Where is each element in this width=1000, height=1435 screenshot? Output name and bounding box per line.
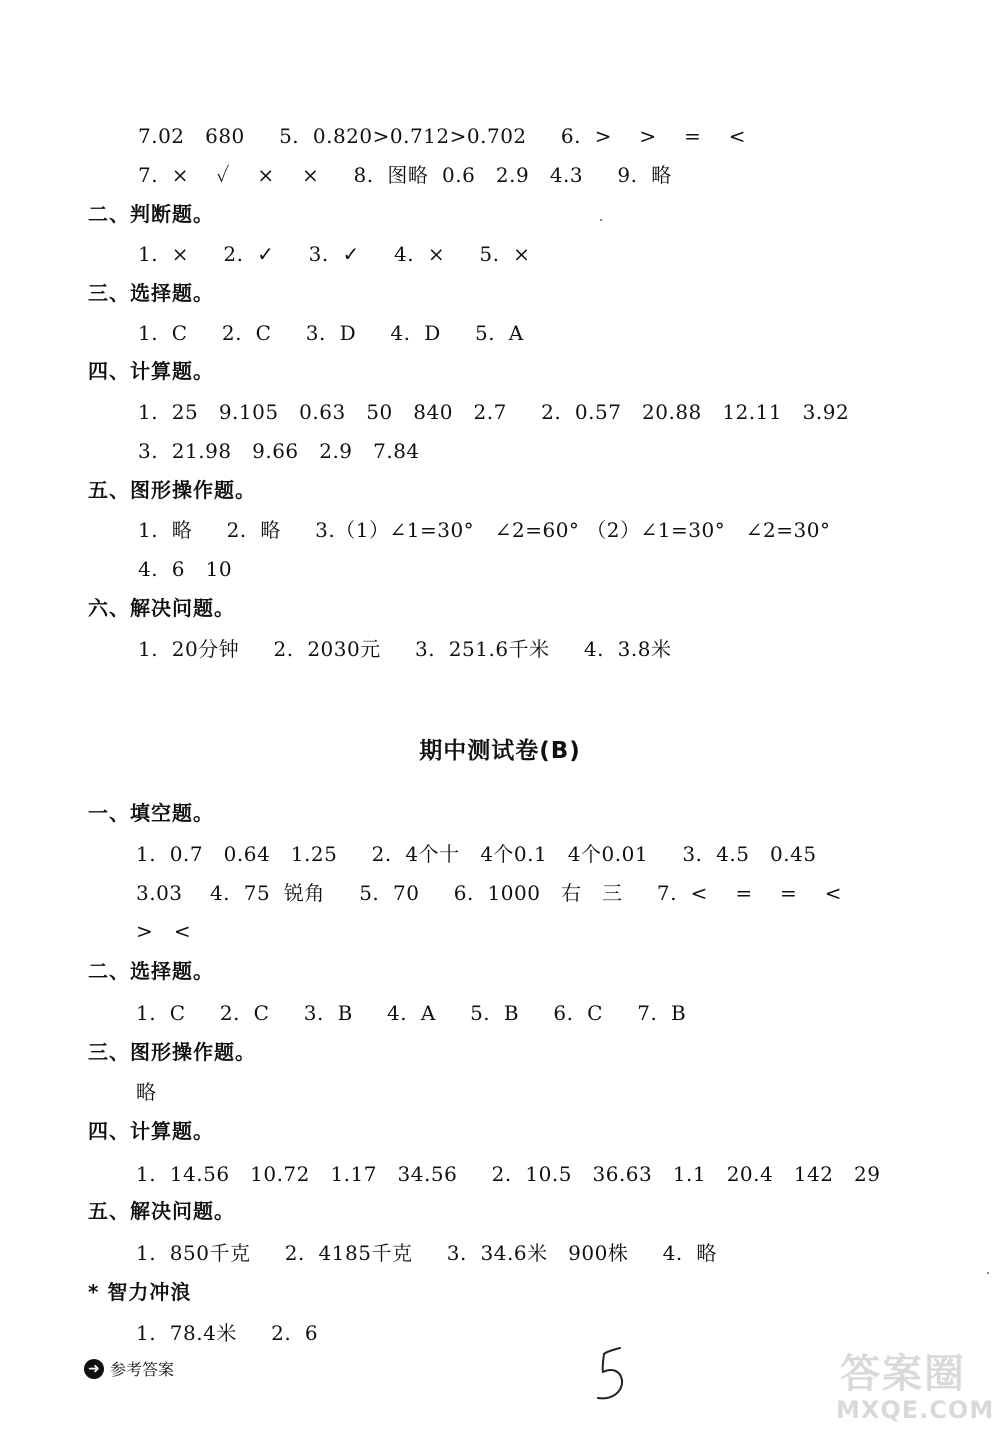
answer-line: 1. C 2. C 3. D 4. D 5. A — [138, 321, 524, 345]
answer-line: 1. × 2. ✓ 3. ✓ 4. × 5. × — [138, 242, 531, 266]
answer-line: 1. 略 2. 略 3.（1）∠1=30° ∠2=60° （2）∠1=30° ∠2=30° — [138, 518, 831, 542]
section-heading: 五、图形操作题。 — [88, 478, 256, 502]
section-heading: 四、计算题。 — [88, 359, 214, 383]
section-heading: 四、计算题。 — [88, 1119, 214, 1143]
footer-label — [84, 1357, 174, 1380]
handwritten-page-number — [590, 1340, 640, 1410]
scan-speck — [987, 1272, 989, 1274]
section-heading: 五、解决问题。 — [88, 1199, 235, 1223]
answer-line: 1. C 2. C 3. B 4. A 5. B 6. C 7. B — [136, 1001, 687, 1025]
answer-line: 7.02 680 5. 0.820>0.712>0.702 6. > > = < — [138, 124, 747, 148]
answer-line: 1. 25 9.105 0.63 50 840 2.7 2. 0.57 20.88 12.11 3.92 — [138, 400, 850, 424]
section-heading: 六、解决问题。 — [88, 596, 235, 620]
section-heading: 三、图形操作题。 — [88, 1040, 256, 1064]
answer-line: 1. 20分钟 2. 2030元 3. 251.6千米 4. 3.8米 — [138, 637, 672, 661]
section-heading: 一、填空题。 — [88, 801, 214, 825]
watermark — [836, 1340, 995, 1430]
section-heading: * 智力冲浪 — [88, 1280, 192, 1304]
answer-line: 3.03 4. 75 锐角 5. 70 6. 1000 右 三 7. < = = < — [136, 881, 842, 905]
section-heading: 三、选择题。 — [88, 281, 214, 305]
footer-text: 参考答案 — [110, 1360, 175, 1379]
section-heading: 二、选择题。 — [88, 959, 214, 983]
answer-line: 1. 78.4米 2. 6 — [136, 1321, 319, 1345]
answer-line: 7. × ✓ × × 8. 图略 0.6 2.9 4.3 9. 略 — [138, 163, 672, 187]
answer-line: 3. 21.98 9.66 2.9 7.84 — [138, 439, 420, 463]
answer-line: 略 — [136, 1080, 157, 1104]
answer-line: 1. 14.56 10.72 1.17 34.56 2. 10.5 36.63 1.1 20.4 142 29 — [136, 1162, 881, 1186]
answer-line: 4. 6 10 — [138, 557, 233, 581]
answer-line: 1. 0.7 0.64 1.25 2. 4个十 4个0.1 4个0.01 3. 4.5 0.45 — [136, 842, 817, 866]
arrow-right-icon: ➜ — [84, 1359, 104, 1379]
watermark-text: 答案圈 — [840, 1351, 966, 1397]
answer-line: 1. 850千克 2. 4185千克 3. 34.6米 900株 4. 略 — [136, 1241, 717, 1265]
scan-speck — [600, 219, 602, 221]
answer-line: > < — [136, 919, 192, 943]
watermark-url: MXQE.COM — [836, 1396, 995, 1424]
section-heading: 二、判断题。 — [88, 202, 214, 226]
page-title: 期中测试卷(B) — [419, 738, 581, 764]
